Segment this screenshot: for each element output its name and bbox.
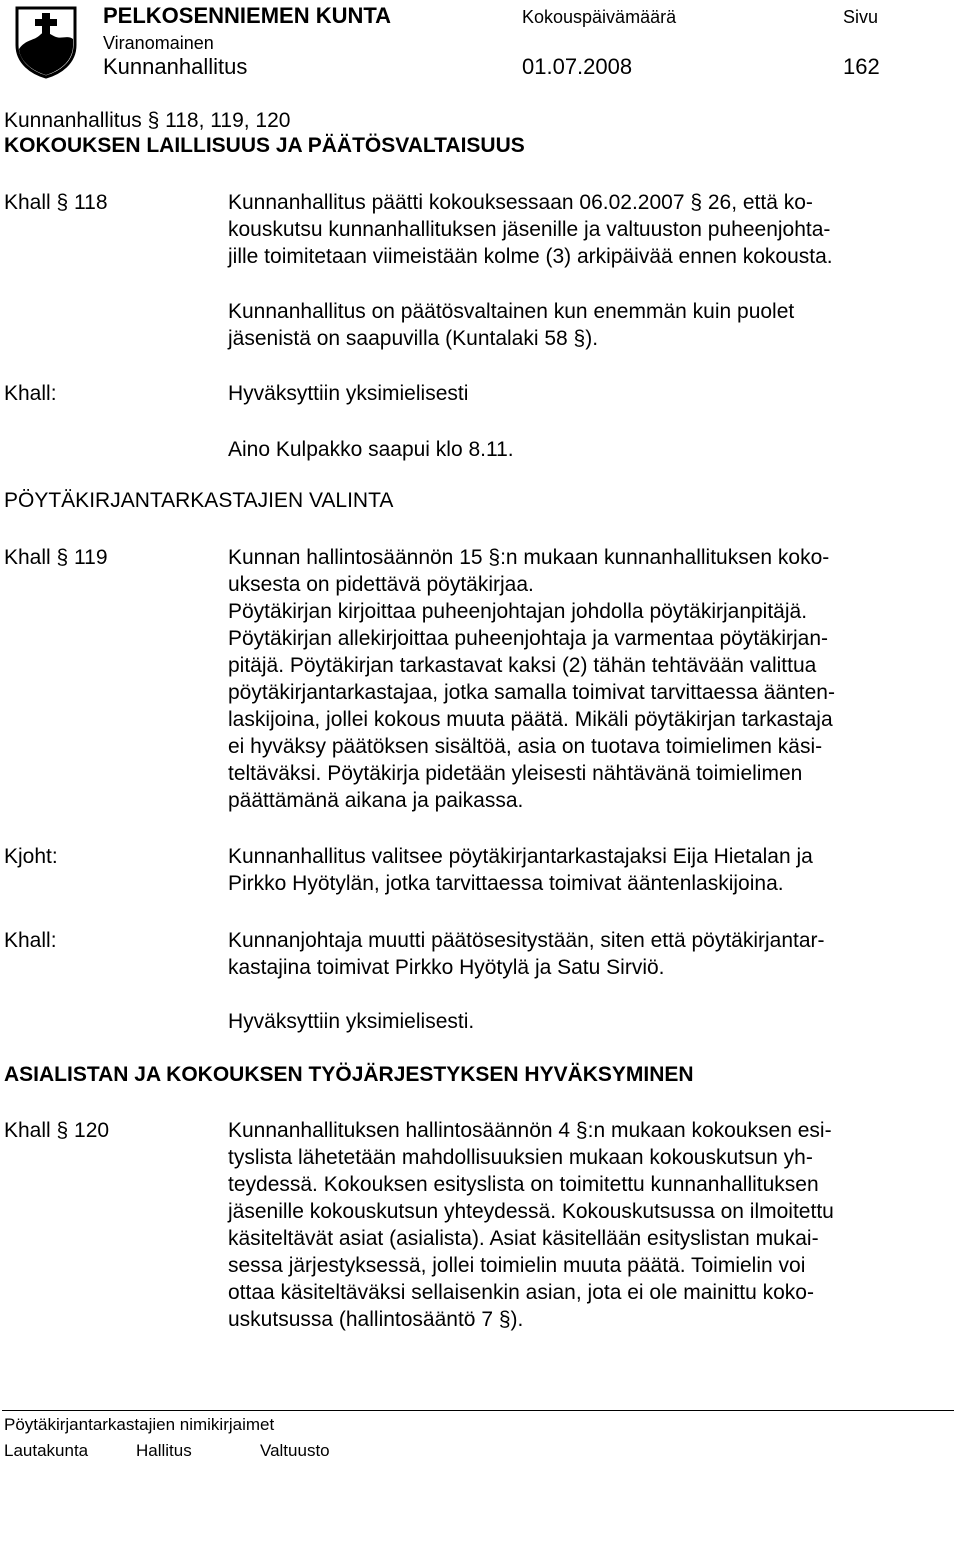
proposal-text <box>228 843 918 897</box>
decision-approval: Hyväksyttiin yksimielisesti. <box>228 1010 475 1033</box>
s120-paragraph-1 <box>228 1117 918 1333</box>
section-label-118: Khall § 118 <box>4 191 108 214</box>
section-label-120: Khall § 120 <box>4 1119 110 1142</box>
text-line: Pöytäkirjan allekirjoittaa puheenjohtaja ja varmentaa pöytäkirjan- <box>228 627 829 650</box>
page-label: Sivu <box>843 7 879 27</box>
authority-label: Viranomainen <box>103 33 214 53</box>
text-line: laskijoina, jollei kokous muuta päätä. Mikäli pöytäkirjan tarkastaja <box>228 708 833 731</box>
text-line: kastajina toimivat Pirkko Hyötylä ja Satu Sirviö. <box>228 956 665 979</box>
text-line: ei hyväksy päätöksen sisältöä, asia on tuotava toimielimen käsi- <box>228 735 823 758</box>
arrival-note: Aino Kulpakko saapui klo 8.11. <box>228 438 514 461</box>
text-line: päättämänä aikana ja paikassa. <box>228 789 524 812</box>
text-line: pitäjä. Pöytäkirjan tarkastavat kaksi (2) tähän tehtävään valittua <box>228 654 817 677</box>
text-line: uskutsussa (hallintosääntö 7 §). <box>228 1308 524 1331</box>
footer-col-hallitus: Hallitus <box>136 1441 192 1460</box>
footer-title: Pöytäkirjantarkastajien nimikirjaimet <box>4 1415 275 1434</box>
text-line: Pöytäkirjan kirjoittaa puheenjohtajan johdolla pöytäkirjanpitäjä. <box>228 600 808 623</box>
text-line: Kunnanhallituksen hallintosäännön 4 §:n mukaan kokouksen esi- <box>228 1119 832 1142</box>
section-heading: ASIALISTAN JA KOKOUKSEN TYÖJÄRJESTYKSEN HYVÄKSYMINEN <box>4 1063 694 1086</box>
text-line: uksesta on pidettävä pöytäkirjaa. <box>228 573 534 596</box>
text-line: tyslista lähetetään mahdollisuuksien mukaan kokouskutsun yh- <box>228 1146 813 1169</box>
section-title: KOKOUKSEN LAILLISUUS JA PÄÄTÖSVALTAISUUS <box>4 134 525 157</box>
meeting-date: 01.07.2008 <box>522 54 633 79</box>
body-name: Kunnanhallitus <box>103 54 248 79</box>
text-line: Kunnanhallitus on päätösvaltainen kun enemmän kuin puolet <box>228 300 795 323</box>
s118-paragraph-1 <box>228 189 918 270</box>
s119-paragraph-1 <box>228 544 918 814</box>
footer-col-lautakunta: Lautakunta <box>4 1441 89 1460</box>
page-number: 162 <box>843 54 880 79</box>
proposal-label: Kjoht: <box>4 845 58 868</box>
org-name: PELKOSENNIEMEN KUNTA <box>103 3 392 28</box>
section-reference: Kunnanhallitus § 118, 119, 120 <box>4 109 291 132</box>
decision-text: Hyväksyttiin yksimielisesti <box>228 382 469 405</box>
decision-label: Khall: <box>4 382 57 405</box>
text-line: Kunnanjohtaja muutti päätösesitystään, siten että pöytäkirjantar- <box>228 929 825 952</box>
text-line: Kunnanhallitus valitsee pöytäkirjantarkastajaksi Eija Hietalan ja <box>228 845 813 868</box>
date-label: Kokouspäivämäärä <box>522 7 677 27</box>
footer-col-valtuusto: Valtuusto <box>260 1441 330 1460</box>
section-heading: PÖYTÄKIRJANTARKASTAJIEN VALINTA <box>4 489 394 512</box>
text-line: teltäväksi. Pöytäkirja pidetään yleisesti nähtävänä toimielimen <box>228 762 803 785</box>
text-line: teydessä. Kokouksen esityslista on toimitettu kunnanhallituksen <box>228 1173 819 1196</box>
decision-label: Khall: <box>4 929 57 952</box>
text-line: Pirkko Hyötylän, jotka tarvittaessa toimivat ääntenlaskijoina. <box>228 872 784 895</box>
coat-of-arms-logo <box>14 5 78 79</box>
text-line: jäsenistä on saapuvilla (Kuntalaki 58 §). <box>228 327 599 350</box>
text-line: jille toimitetaan viimeistään kolme (3) arkipäivää ennen kokousta. <box>228 245 833 268</box>
text-line: sessa järjestyksessä, jollei toimielin muuta päätä. Toimielin voi <box>228 1254 806 1277</box>
text-line: Kunnan hallintosäännön 15 §:n mukaan kunnanhallituksen koko- <box>228 546 830 569</box>
section-label-119: Khall § 119 <box>4 546 108 569</box>
text-line: jäsenille kokouskutsun yhteydessä. Kokouskutsussa on ilmoitettu <box>228 1200 834 1223</box>
s118-paragraph-2 <box>228 298 918 352</box>
text-line: Kunnanhallitus päätti kokouksessaan 06.02.2007 § 26, että ko- <box>228 191 813 214</box>
footer-divider <box>2 1410 954 1411</box>
text-line: pöytäkirjantarkastajaa, jotka samalla toimivat tarvittaessa äänten- <box>228 681 835 704</box>
text-line: kouskutsu kunnanhallituksen jäsenille ja valtuuston puheenjohta- <box>228 218 831 241</box>
text-line: ottaa käsiteltäväksi sellaisenkin asian, jota ei ole mainittu koko- <box>228 1281 814 1304</box>
text-line: käsiteltävät asiat (asialista). Asiat käsitellään esityslistan mukai- <box>228 1227 819 1250</box>
decision-text <box>228 927 918 981</box>
